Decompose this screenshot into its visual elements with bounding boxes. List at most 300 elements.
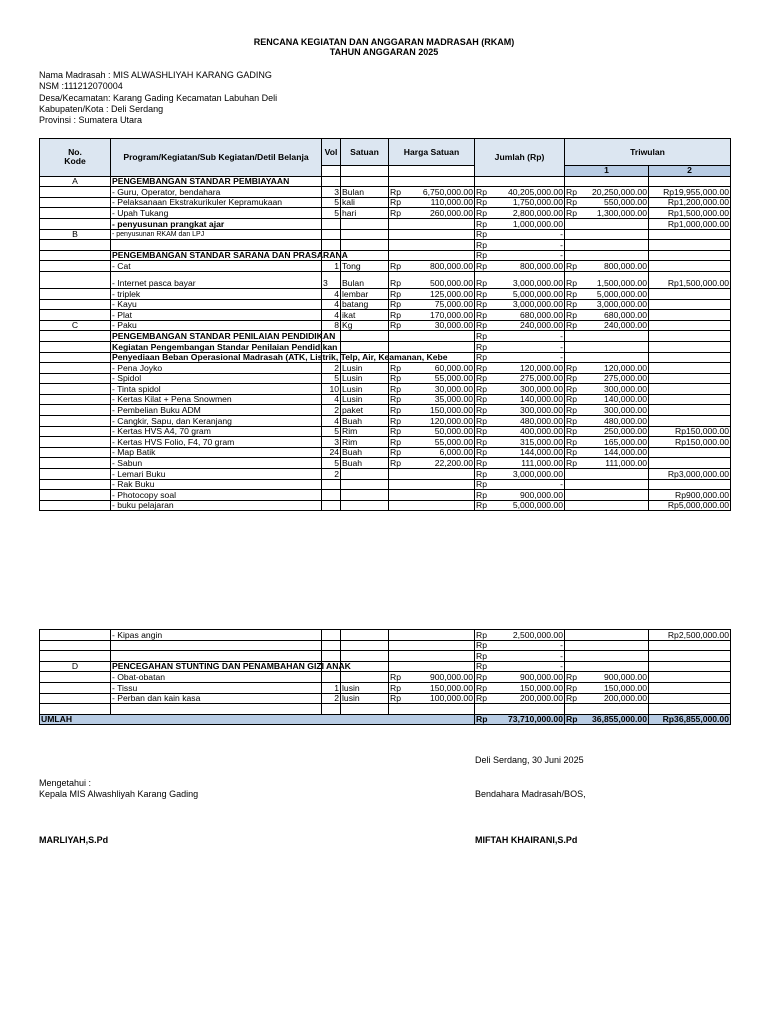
cell-vol: 1 — [322, 261, 341, 272]
cell-triwulan-1: Rp 1,300,000.00 — [566, 207, 647, 218]
cell-satuan — [341, 240, 389, 251]
table-row — [40, 661, 731, 672]
header-vol-blank — [322, 166, 341, 177]
cell-vol: 3 — [322, 187, 341, 198]
cell-harga — [389, 704, 475, 715]
table-row — [40, 363, 731, 374]
cell-jumlah: Rp 480,000.00 — [476, 415, 563, 426]
cell-triwulan-1 — [565, 331, 649, 342]
cell-vol — [322, 240, 341, 251]
table-row — [40, 261, 731, 272]
cell-harga: Rp 50,000.00 — [390, 426, 473, 437]
cell-satuan: Buah — [341, 416, 389, 427]
cell-jumlah: Rp - — [476, 239, 563, 250]
table-row — [40, 187, 731, 198]
cell-satuan: batang — [341, 299, 389, 310]
cell-triwulan-2 — [649, 661, 731, 672]
cell-vol — [322, 176, 341, 187]
cell-kode — [40, 490, 111, 501]
cell-program — [111, 240, 322, 251]
cell-triwulan-2 — [649, 704, 731, 715]
cell-harga: Rp 800,000.00 — [390, 260, 473, 271]
cell-vol: 2 — [322, 469, 341, 480]
budget-table-continued — [39, 629, 731, 725]
cell-harga — [389, 500, 475, 511]
table-row — [40, 416, 731, 427]
cell-triwulan-2: Rp150,000.00 — [649, 426, 731, 437]
cell-triwulan-2 — [649, 651, 731, 662]
cell-harga: Rp 55,000.00 — [390, 373, 473, 384]
cell-program: - Kayu — [111, 299, 322, 310]
cell-kode — [40, 271, 111, 288]
cell-vol: 4 — [322, 299, 341, 310]
cell-harga: Rp 120,000.00 — [390, 415, 473, 426]
table-row — [40, 500, 731, 511]
cell-triwulan-1 — [565, 176, 649, 187]
table-row — [40, 447, 731, 458]
cell-triwulan-2: Rp19,955,000.00 — [649, 187, 731, 198]
cell-vol: 1 — [322, 682, 341, 693]
cell-vol: 2 — [322, 693, 341, 704]
cell-triwulan-1 — [565, 240, 649, 251]
table-row — [40, 630, 731, 641]
cell-satuan — [341, 218, 389, 229]
cell-harga: Rp 55,000.00 — [390, 436, 473, 447]
cell-program: - buku pelajaran — [111, 500, 322, 511]
cell-triwulan-1: Rp 240,000.00 — [566, 320, 647, 331]
total-triwulan-2: Rp36,855,000.00 — [649, 714, 731, 725]
cell-harga — [389, 229, 475, 240]
cell-program: - Guru, Operator, bendahara — [111, 187, 322, 198]
header-satuan: Satuan — [341, 139, 389, 166]
cell-harga: Rp 100,000.00 — [390, 693, 473, 704]
cell-vol: 4 — [322, 416, 341, 427]
cell-program: - Paku — [111, 320, 322, 331]
header-satuan-blank — [341, 166, 389, 177]
cell-program: - Rak Buku — [111, 479, 322, 490]
cell-kode — [40, 261, 111, 272]
table-row — [40, 672, 731, 683]
cell-vol: 5 — [322, 373, 341, 384]
cell-program: - Pembelian Buku ADM — [111, 405, 322, 416]
cell-jumlah: Rp 240,000.00 — [476, 320, 563, 331]
cell-kode — [40, 416, 111, 427]
table-row — [40, 352, 731, 363]
cell-kode — [40, 426, 111, 437]
cell-satuan: Rim — [341, 426, 389, 437]
budget-year: TAHUN ANGGARAN 2025 — [329, 47, 439, 57]
cell-harga — [389, 640, 475, 651]
cell-jumlah: Rp 680,000.00 — [476, 309, 563, 320]
cell-harga: Rp 60,000.00 — [390, 362, 473, 373]
cell-satuan: Bulan — [341, 271, 389, 288]
cell-harga: Rp 30,000.00 — [390, 320, 473, 331]
cell-triwulan-2 — [649, 394, 731, 405]
cell-program: - Tinta spidol — [111, 384, 322, 395]
cell-triwulan-1 — [565, 640, 649, 651]
cell-kode — [40, 288, 111, 299]
cell-kode — [40, 469, 111, 480]
total-triwulan-1: Rp 36,855,000.00 — [566, 714, 647, 725]
cell-triwulan-1: Rp 550,000.00 — [566, 197, 647, 208]
cell-vol: 4 — [322, 288, 341, 299]
table-row — [40, 288, 731, 299]
cell-kode — [40, 630, 111, 641]
cell-vol — [322, 490, 341, 501]
cell-kode — [40, 310, 111, 321]
cell-program — [111, 640, 322, 651]
cell-program: PENCEGAHAN STUNTING DAN PENAMBAHAN GIZI ANAK — [112, 661, 351, 672]
cell-triwulan-1: Rp 250,000.00 — [566, 426, 647, 437]
cell-program: Penyediaan Beban Operasional Madrasah (ATK, Listrik, Telp, Air, Keamanan, Kebe — [112, 352, 448, 363]
cell-satuan — [341, 500, 389, 511]
table-row — [40, 490, 731, 501]
cell-harga — [389, 331, 475, 342]
cell-satuan: Tong — [341, 261, 389, 272]
cell-kode — [40, 458, 111, 469]
cell-harga: Rp 110,000.00 — [390, 197, 473, 208]
cell-kode — [40, 479, 111, 490]
mengetahui-label: Mengetahui : — [39, 778, 92, 788]
total-label: UMLAH — [40, 714, 475, 725]
total-row — [40, 714, 731, 725]
cell-harga: Rp 170,000.00 — [390, 309, 473, 320]
cell-triwulan-1 — [565, 490, 649, 501]
cell-jumlah: Rp - — [476, 479, 563, 490]
cell-harga: Rp 150,000.00 — [390, 405, 473, 416]
cell-satuan — [341, 490, 389, 501]
info-kabupaten: Kabupaten/Kota : Deli Serdang — [39, 104, 164, 114]
table-row — [40, 458, 731, 469]
budget-table — [39, 138, 731, 511]
cell-jumlah: Rp 120,000.00 — [476, 362, 563, 373]
header-triwulan-2: 2 — [649, 166, 731, 177]
cell-vol — [322, 672, 341, 683]
place-date: Deli Serdang, 30 Juni 2025 — [475, 755, 584, 765]
table-row — [40, 426, 731, 437]
cell-kode — [40, 437, 111, 448]
cell-satuan: paket — [341, 405, 389, 416]
total-jumlah: Rp 73,710,000.00 — [476, 714, 563, 725]
cell-kode — [40, 447, 111, 458]
bendahara-title: Bendahara Madrasah/BOS, — [475, 789, 586, 799]
table-row — [40, 394, 731, 405]
cell-jumlah: Rp 900,000.00 — [476, 489, 563, 500]
cell-triwulan-2 — [649, 310, 731, 321]
cell-program: - Pena Joyko — [111, 363, 322, 374]
cell-vol: 2 — [322, 363, 341, 374]
cell-kode — [40, 500, 111, 511]
cell-harga — [389, 479, 475, 490]
cell-jumlah — [475, 176, 565, 187]
cell-kode — [40, 405, 111, 416]
document-title: RENCANA KEGIATAN DAN ANGGARAN MADRASAH (RKAM) — [253, 37, 515, 47]
cell-jumlah: Rp 315,000.00 — [476, 436, 563, 447]
cell-satuan — [341, 640, 389, 651]
cell-harga: Rp 75,000.00 — [390, 299, 473, 310]
cell-program: - Cat — [111, 261, 322, 272]
cell-harga: Rp 6,750,000.00 — [390, 186, 473, 197]
cell-jumlah: Rp 900,000.00 — [476, 671, 563, 682]
table-row — [40, 240, 731, 251]
bendahara-name: MIFTAH KHAIRANI,S.Pd — [475, 835, 578, 845]
cell-satuan — [341, 651, 389, 662]
cell-harga — [389, 218, 475, 229]
cell-harga — [389, 469, 475, 480]
table-row — [40, 437, 731, 448]
cell-kode: B — [40, 229, 111, 240]
cell-program: - Plat — [111, 310, 322, 321]
cell-kode — [40, 187, 111, 198]
cell-satuan — [341, 341, 389, 352]
table-row — [40, 176, 731, 187]
cell-triwulan-2 — [649, 341, 731, 352]
cell-triwulan-2 — [649, 363, 731, 374]
cell-program: - Kertas HVS A4, 70 gram — [111, 426, 322, 437]
cell-triwulan-2 — [649, 384, 731, 395]
cell-program: - Spidol — [111, 373, 322, 384]
table-row — [40, 384, 731, 395]
cell-satuan — [341, 176, 389, 187]
cell-kode — [40, 218, 111, 229]
cell-vol — [322, 500, 341, 511]
header-no-kode: No. Kode — [40, 139, 111, 177]
cell-jumlah: Rp 150,000.00 — [476, 682, 563, 693]
cell-jumlah: Rp 275,000.00 — [476, 373, 563, 384]
cell-satuan: lusin — [341, 682, 389, 693]
cell-triwulan-2: Rp2,500,000.00 — [649, 630, 731, 641]
cell-vol: 5 — [322, 208, 341, 219]
cell-triwulan-1: Rp 140,000.00 — [566, 394, 647, 405]
cell-triwulan-2 — [649, 261, 731, 272]
cell-vol: 5 — [322, 458, 341, 469]
cell-jumlah: Rp - — [476, 352, 563, 363]
cell-jumlah: Rp 40,205,000.00 — [476, 186, 563, 197]
cell-triwulan-2 — [649, 447, 731, 458]
cell-satuan — [341, 704, 389, 715]
cell-triwulan-2 — [649, 479, 731, 490]
cell-harga: Rp 150,000.00 — [390, 682, 473, 693]
table-row — [40, 640, 731, 651]
cell-program: - Perban dan kain kasa — [111, 693, 322, 704]
header-harga-satuan: Harga Satuan — [389, 139, 475, 166]
cell-kode — [40, 341, 111, 352]
cell-program — [111, 651, 322, 662]
cell-harga — [389, 341, 475, 352]
table-row — [40, 271, 731, 288]
cell-triwulan-1 — [565, 218, 649, 229]
cell-vol: 2 — [322, 405, 341, 416]
cell-kode — [40, 250, 111, 261]
cell-harga: Rp 500,000.00 — [389, 271, 475, 288]
cell-program: - Cangkir, Sapu, dan Keranjang — [111, 416, 322, 427]
cell-triwulan-2: Rp900,000.00 — [649, 490, 731, 501]
cell-vol: 8 — [322, 320, 341, 331]
cell-jumlah: Rp - — [476, 229, 563, 240]
cell-triwulan-1: Rp 144,000.00 — [566, 447, 647, 458]
cell-triwulan-1 — [565, 630, 649, 641]
cell-satuan: lembar — [341, 288, 389, 299]
info-provinsi: Provinsi : Sumatera Utara — [39, 115, 143, 125]
cell-triwulan-1: Rp 120,000.00 — [566, 362, 647, 373]
cell-triwulan-2 — [649, 352, 731, 363]
cell-harga — [389, 651, 475, 662]
cell-jumlah: Rp 400,000.00 — [476, 426, 563, 437]
cell-jumlah: Rp - — [476, 330, 563, 341]
cell-satuan: Lusin — [341, 373, 389, 384]
cell-program: - Lemari Buku — [111, 469, 322, 480]
cell-satuan: Bulan — [341, 187, 389, 198]
cell-triwulan-1: Rp 1,500,000.00 — [565, 271, 649, 288]
cell-triwulan-1: Rp 275,000.00 — [566, 373, 647, 384]
cell-triwulan-1: Rp 300,000.00 — [566, 405, 647, 416]
cell-satuan — [341, 331, 389, 342]
cell-harga — [389, 176, 475, 187]
cell-jumlah: Rp - — [476, 650, 563, 661]
cell-satuan — [341, 672, 389, 683]
cell-jumlah: Rp 3,000,000.00 — [476, 468, 563, 479]
cell-program: - Map Batik — [111, 447, 322, 458]
cell-triwulan-2: Rp5,000,000.00 — [649, 500, 731, 511]
cell-harga — [389, 240, 475, 251]
cell-harga: Rp 6,000.00 — [390, 447, 473, 458]
cell-program: - Obat-obatan — [111, 672, 322, 683]
table-row — [40, 373, 731, 384]
cell-jumlah: Rp 111,000.00 — [476, 458, 563, 469]
cell-jumlah: Rp 200,000.00 — [476, 693, 563, 704]
cell-vol — [322, 651, 341, 662]
cell-triwulan-2: Rp1,000,000.00 — [649, 218, 731, 229]
header-triwulan: Triwulan — [565, 139, 731, 166]
cell-triwulan-2 — [649, 682, 731, 693]
cell-jumlah: Rp 3,000,000.00 — [475, 271, 565, 288]
cell-harga: Rp 22,200.00 — [390, 458, 473, 469]
table-row — [40, 651, 731, 662]
cell-triwulan-1 — [565, 250, 649, 261]
cell-program: - Kipas angin — [111, 630, 322, 641]
cell-kode — [40, 363, 111, 374]
cell-triwulan-1 — [565, 469, 649, 480]
cell-triwulan-1: Rp 800,000.00 — [566, 260, 647, 271]
cell-program: - Photocopy soal — [111, 490, 322, 501]
cell-program: - triplek — [111, 288, 322, 299]
cell-kode — [40, 682, 111, 693]
kepala-name: MARLIYAH,S.Pd — [39, 835, 109, 845]
cell-satuan: Lusin — [341, 363, 389, 374]
header-harga-blank — [389, 166, 475, 177]
table-row — [40, 479, 731, 490]
cell-kode: C — [40, 320, 111, 331]
cell-triwulan-2 — [649, 229, 731, 240]
info-madrasah: Nama Madrasah : MIS ALWASHLIYAH KARANG GADING — [39, 70, 272, 80]
cell-harga: Rp 900,000.00 — [390, 671, 473, 682]
cell-satuan: Buah — [341, 447, 389, 458]
cell-harga: Rp 260,000.00 — [390, 207, 473, 218]
cell-program: - Kertas Kilat + Pena Snowmen — [111, 394, 322, 405]
cell-triwulan-1 — [565, 341, 649, 352]
cell-triwulan-2 — [649, 331, 731, 342]
table-row — [40, 208, 731, 219]
cell-triwulan-2 — [649, 640, 731, 651]
cell-satuan: Buah — [341, 458, 389, 469]
cell-triwulan-1 — [565, 661, 649, 672]
cell-jumlah: Rp 300,000.00 — [476, 405, 563, 416]
cell-triwulan-1: Rp 165,000.00 — [566, 436, 647, 447]
cell-program: - penyusunan prangkat ajar — [111, 218, 322, 229]
kepala-title: Kepala MIS Alwashliyah Karang Gading — [39, 789, 199, 799]
table-row — [40, 693, 731, 704]
cell-kode: A — [40, 176, 111, 187]
cell-vol — [322, 630, 341, 641]
cell-triwulan-1: Rp 150,000.00 — [566, 682, 647, 693]
table-row — [40, 331, 731, 342]
cell-satuan: lusin — [341, 693, 389, 704]
cell-triwulan-1 — [565, 229, 649, 240]
table-row — [40, 320, 731, 331]
cell-triwulan-2 — [649, 288, 731, 299]
cell-triwulan-2 — [649, 250, 731, 261]
table-row — [40, 682, 731, 693]
cell-vol — [322, 704, 341, 715]
cell-triwulan-1 — [565, 500, 649, 511]
cell-triwulan-1: Rp 5,000,000.00 — [566, 288, 647, 299]
cell-triwulan-2 — [649, 176, 731, 187]
cell-jumlah: Rp 5,000,000.00 — [476, 500, 563, 511]
cell-vol: 10 — [322, 384, 341, 395]
cell-jumlah: Rp 2,500,000.00 — [476, 629, 563, 640]
cell-triwulan-2: Rp1,500,000.00 — [649, 271, 731, 288]
cell-program: - Upah Tukang — [111, 208, 322, 219]
cell-jumlah: Rp 144,000.00 — [476, 447, 563, 458]
cell-triwulan-2: Rp3,000,000.00 — [649, 469, 731, 480]
cell-satuan — [341, 630, 389, 641]
header-program: Program/Kegiatan/Sub Kegiatan/Detil Belanja — [111, 139, 322, 177]
table-row — [40, 250, 731, 261]
table-row — [40, 310, 731, 321]
cell-program: - Sabun — [111, 458, 322, 469]
cell-triwulan-2 — [649, 672, 731, 683]
cell-satuan — [341, 469, 389, 480]
info-desa: Desa/Kecamatan: Karang Gading Kecamatan Labuhan Deli — [39, 93, 278, 103]
cell-satuan: Lusin — [341, 394, 389, 405]
cell-triwulan-1: Rp 3,000,000.00 — [566, 299, 647, 310]
cell-jumlah — [475, 704, 565, 715]
cell-triwulan-2 — [649, 240, 731, 251]
cell-triwulan-2 — [649, 693, 731, 704]
table-row — [40, 341, 731, 352]
cell-kode — [40, 208, 111, 219]
cell-triwulan-1: Rp 20,250,000.00 — [566, 186, 647, 197]
cell-kode — [40, 704, 111, 715]
cell-vol: 3 — [322, 271, 341, 288]
table-row — [40, 218, 731, 229]
cell-satuan: ikat — [341, 310, 389, 321]
cell-satuan: Rim — [341, 437, 389, 448]
cell-program: PENGEMBANGAN STANDAR SARANA DAN PRASARANA — [112, 250, 348, 261]
cell-jumlah: Rp - — [476, 250, 563, 261]
cell-triwulan-1: Rp 111,000.00 — [566, 458, 647, 469]
cell-harga — [389, 490, 475, 501]
cell-triwulan-1: Rp 480,000.00 — [566, 415, 647, 426]
cell-kode — [40, 373, 111, 384]
cell-program: PENGEMBANGAN STANDAR PEMBIAYAAN — [111, 176, 322, 187]
cell-vol: 5 — [322, 426, 341, 437]
cell-jumlah: Rp - — [476, 341, 563, 352]
cell-program: - Internet pasca bayar — [111, 271, 322, 288]
cell-triwulan-1 — [565, 352, 649, 363]
cell-vol: 4 — [322, 310, 341, 321]
cell-kode — [40, 352, 111, 363]
